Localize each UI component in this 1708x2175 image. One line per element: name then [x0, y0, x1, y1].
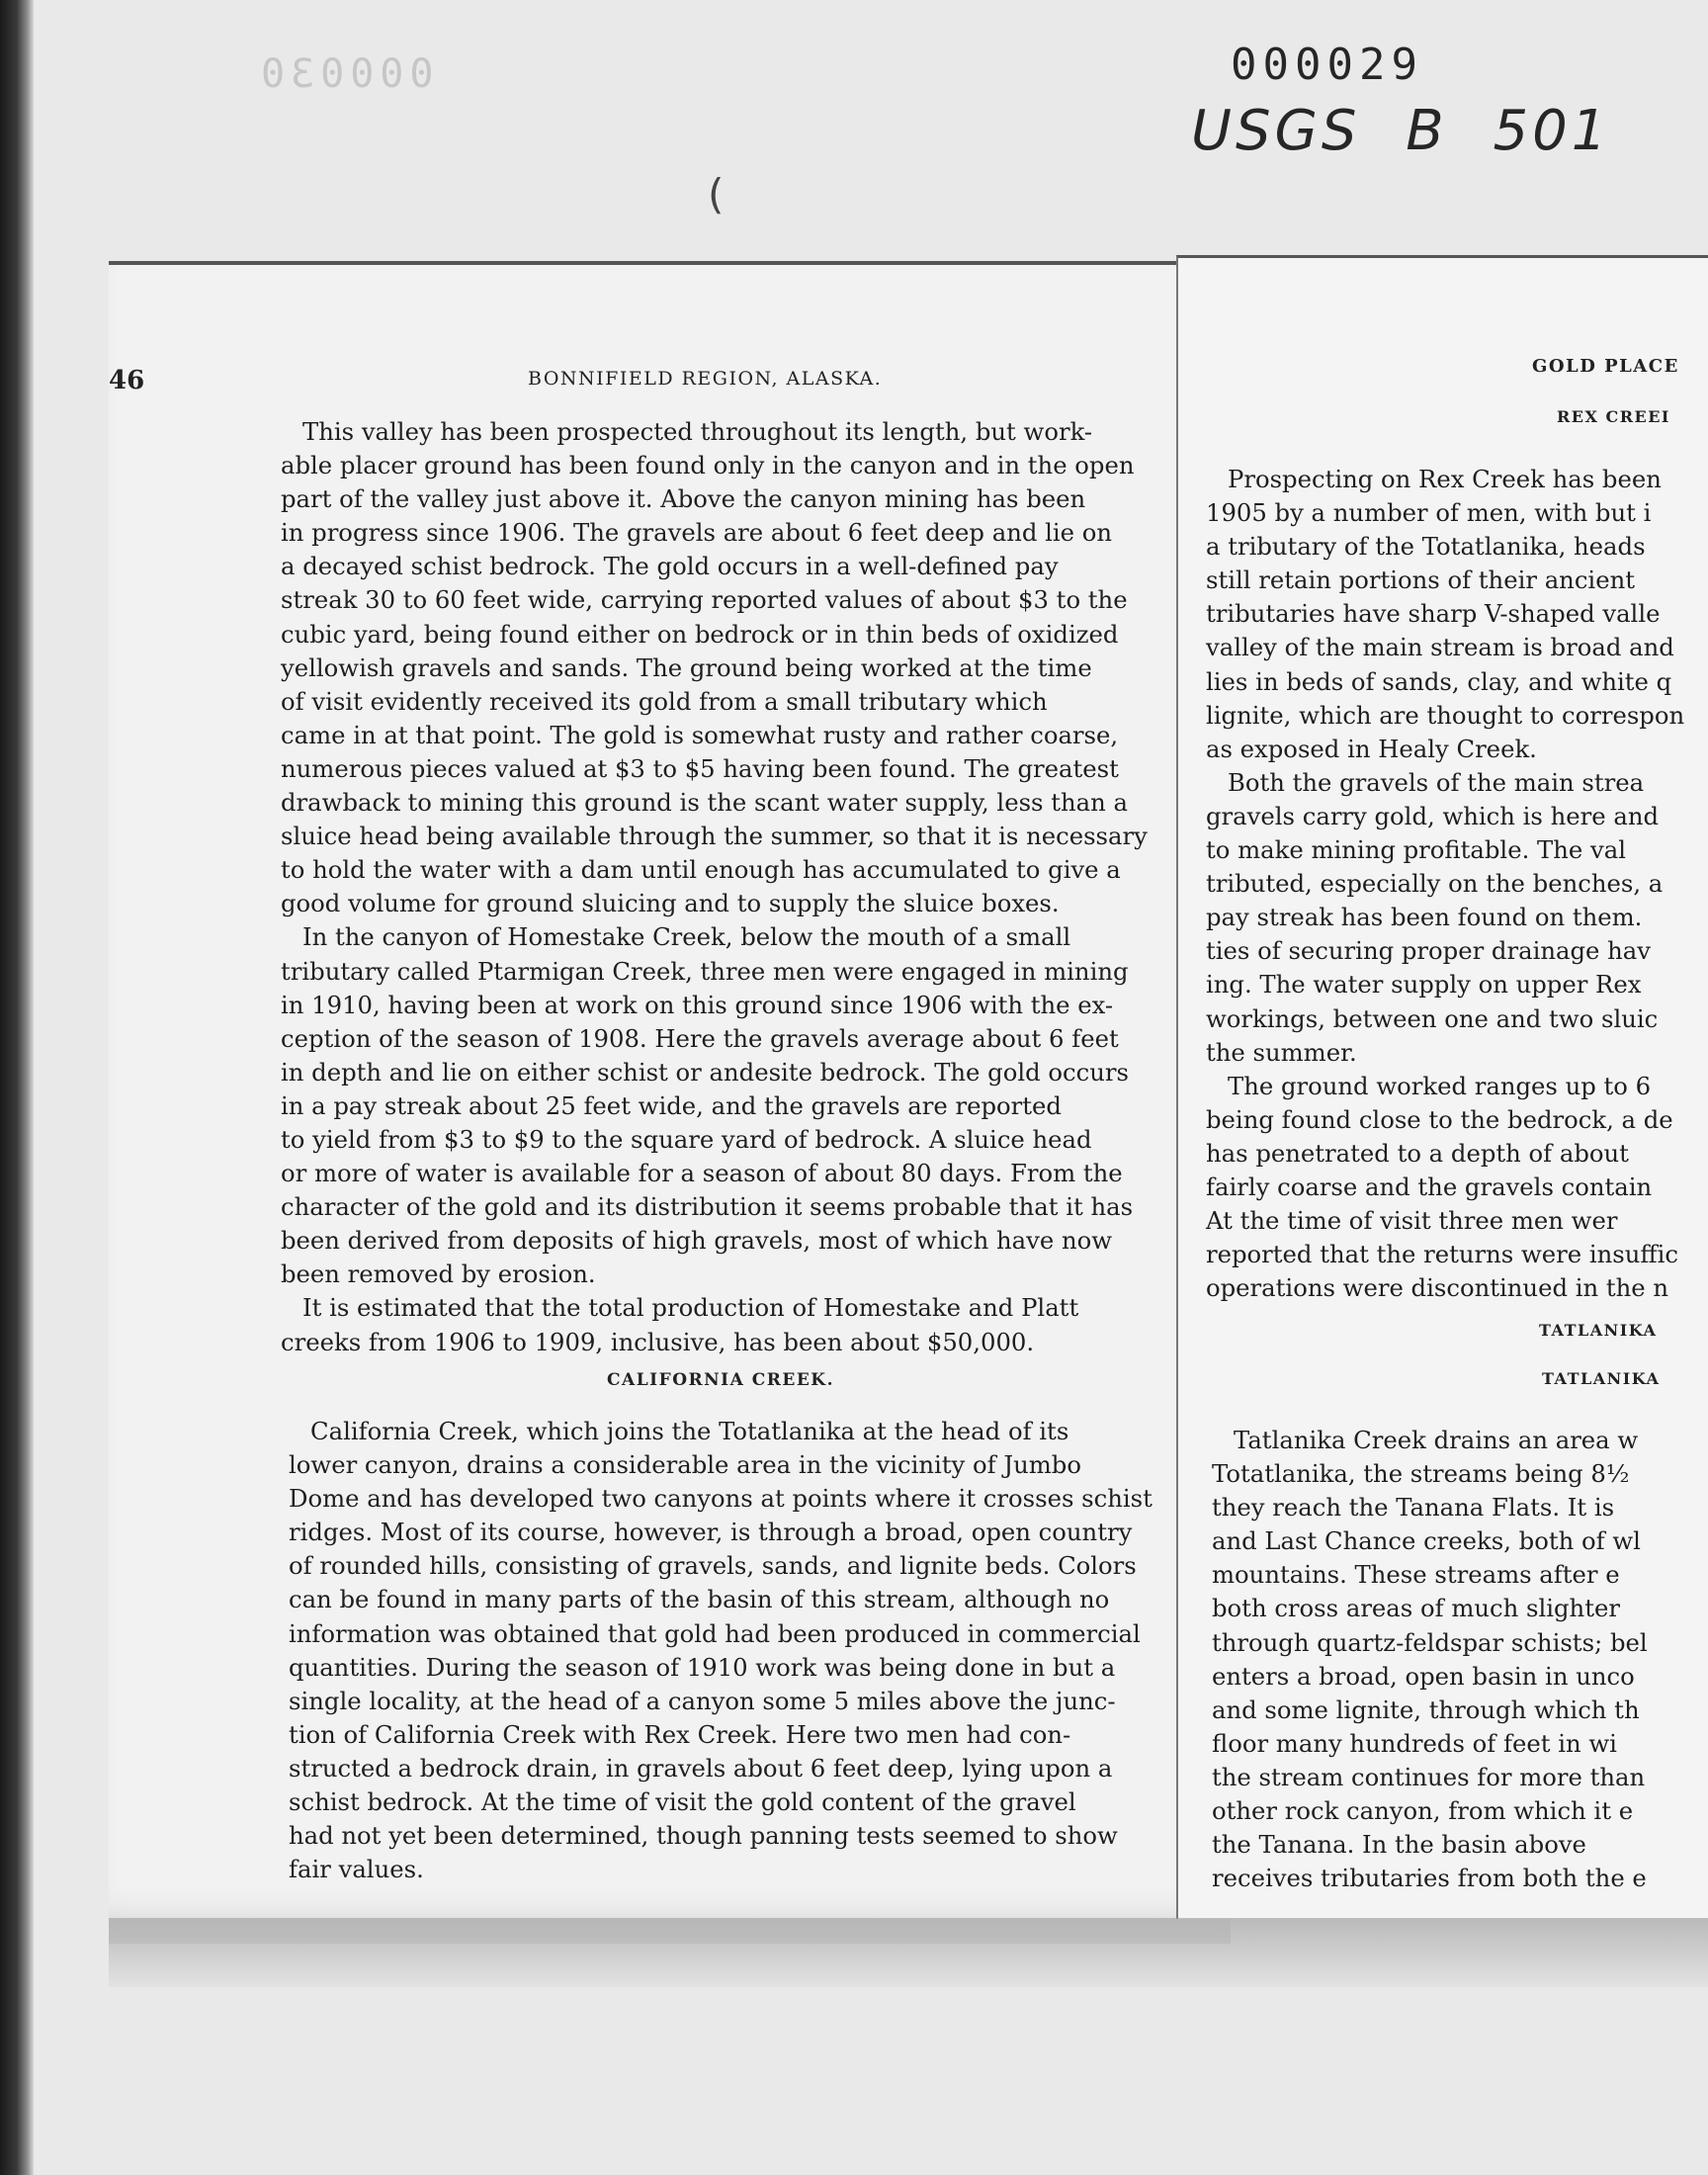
text-line: been derived from deposits of high gravels, most of which have now — [281, 1226, 1113, 1256]
text-line: good volume for ground sluicing and to supply the sluice boxes. — [281, 889, 1060, 918]
text-line: California Creek, which joins the Totatlanika at the head of its — [310, 1417, 1069, 1445]
text-line: tributary called Ptarmigan Creek, three men were engaged in mining — [281, 956, 1129, 986]
stray-pen-mark: ( — [708, 170, 725, 218]
binding-edge — [0, 0, 34, 2175]
page-number: 46 — [109, 366, 145, 395]
text-line: 1905 by a number of men, with but i — [1206, 498, 1652, 528]
text-line: Totatlanika, the streams being 8½ — [1212, 1459, 1630, 1489]
text-line: still retain portions of their ancient — [1206, 566, 1635, 595]
text-line: receives tributaries from both the e — [1212, 1864, 1647, 1893]
text-line: In the canyon of Homestake Creek, below the mouth of a small — [302, 922, 1071, 952]
text-line: as exposed in Healy Creek. — [1206, 734, 1537, 763]
text-line: gravels carry gold, which is here and — [1206, 801, 1660, 830]
text-line: they reach the Tanana Flats. It is — [1212, 1493, 1615, 1522]
text-line: can be found in many parts of the basin of this stream, although no — [289, 1585, 1110, 1614]
text-line: the summer. — [1206, 1037, 1357, 1067]
text-line: drawback to mining this ground is the scant water supply, less than a — [281, 788, 1128, 818]
text-line: tributaries have sharp V-shaped valle — [1206, 599, 1661, 629]
text-line: sluice head being available through the summer, so that it is necessary — [281, 822, 1148, 851]
text-line: streak 30 to 60 feet wide, carrying reported values of about $3 to the — [281, 585, 1128, 615]
text-line: the Tanana. In the basin above — [1212, 1830, 1586, 1860]
text-line: Dome and has developed two canyons at points where it crosses schist — [289, 1484, 1153, 1514]
text-line: fairly coarse and the gravels contain — [1206, 1172, 1653, 1201]
text-line: part of the valley just above it. Above the canyon mining has been — [281, 484, 1086, 514]
handwritten-reference: USGS B 501 — [1191, 99, 1611, 163]
text-line: in 1910, having been at work on this ground since 1906 with the ex- — [281, 990, 1114, 1019]
text-line: workings, between one and two sluic — [1206, 1003, 1659, 1033]
text-line: a decayed schist bedrock. The gold occurs in a well-defined pay — [281, 552, 1059, 581]
text-line: came in at that point. The gold is somewhat rusty and rather coarse, — [281, 720, 1119, 749]
text-line: ception of the season of 1908. Here the gravels average about 6 feet — [281, 1023, 1119, 1053]
right-running-head: GOLD PLACE — [1532, 356, 1679, 377]
text-line: floor many hundreds of feet in wi — [1212, 1728, 1617, 1758]
text-line: It is estimated that the total production of Homestake and Platt — [302, 1293, 1079, 1323]
text-line: enters a broad, open basin in unco — [1212, 1661, 1635, 1691]
text-line: ridges. Most of its course, however, is through a broad, open country — [289, 1518, 1133, 1547]
text-line: fair values. — [289, 1855, 424, 1884]
text-line: The ground worked ranges up to 6 — [1228, 1071, 1652, 1100]
right-body-text — [1206, 463, 1684, 1305]
text-line: lies in beds of sands, clay, and white q — [1206, 666, 1672, 696]
text-line: has penetrated to a depth of about — [1206, 1138, 1629, 1168]
text-line: ties of securing proper drainage hav — [1206, 936, 1652, 966]
text-line: ing. The water supply on upper Rex — [1206, 970, 1642, 1000]
left-body-text — [281, 415, 1160, 1359]
text-line: information was obtained that gold had been produced in commercial — [289, 1618, 1141, 1648]
text-line: tion of California Creek with Rex Creek. Here two men had con- — [289, 1719, 1071, 1749]
text-line: lower canyon, drains a considerable area in the vicinity of Jumbo — [289, 1450, 1081, 1480]
text-line: had not yet been determined, though panning tests seemed to show — [289, 1821, 1118, 1851]
text-line: pay streak has been found on them. — [1206, 903, 1643, 932]
text-line: At the time of visit three men wer — [1206, 1206, 1618, 1236]
ghost-stamp-number: 000030 — [255, 51, 434, 97]
right-page-content — [1176, 336, 1708, 1938]
text-line: and some lignite, through which th — [1212, 1695, 1640, 1724]
text-line: the stream continues for more than — [1212, 1762, 1646, 1791]
text-line: schist bedrock. At the time of visit the gold content of the gravel — [289, 1787, 1076, 1817]
text-line: tributed, especially on the benches, a — [1206, 869, 1664, 899]
text-line: mountains. These streams after e — [1212, 1560, 1620, 1590]
section-heading: CALIFORNIA CREEK. — [607, 1370, 834, 1390]
text-line: in depth and lie on either schist or andesite bedrock. The gold occurs — [281, 1057, 1129, 1087]
text-line: and Last Chance creeks, both of wl — [1212, 1526, 1641, 1556]
text-line: other rock canyon, from which it e — [1212, 1796, 1634, 1826]
archive-stamp-number: 000029 — [1231, 40, 1423, 90]
running-head: BONNIFIELD REGION, ALASKA. — [528, 368, 883, 390]
text-line: quantities. During the season of 1910 work was being done in but a — [289, 1652, 1116, 1682]
text-line: lignite, which are thought to correspon — [1206, 700, 1685, 730]
right-heading-3: TATLANIKA — [1542, 1369, 1661, 1388]
text-line: operations were discontinued in the n — [1206, 1273, 1669, 1303]
text-line: Prospecting on Rex Creek has been — [1228, 465, 1662, 493]
text-line: to make mining profitable. The val — [1206, 835, 1626, 865]
text-line: in progress since 1906. The gravels are about 6 feet deep and lie on — [281, 518, 1113, 548]
text-line: This valley has been prospected throughout its length, but work- — [302, 417, 1093, 446]
text-line: character of the gold and its distribution it seems probable that it has — [281, 1192, 1134, 1222]
text-line: both cross areas of much slighter — [1212, 1594, 1620, 1623]
text-line: Tatlanika Creek drains an area w — [1234, 1426, 1639, 1454]
right-subhead: REX CREEI — [1557, 407, 1670, 426]
text-line: Both the gravels of the main strea — [1228, 767, 1645, 797]
text-line: through quartz-feldspar schists; bel — [1212, 1627, 1648, 1657]
text-line: single locality, at the head of a canyon some 5 miles above the junc- — [289, 1686, 1116, 1715]
text-line: numerous pieces valued at $3 to $5 having been found. The greatest — [281, 753, 1119, 783]
text-line: a tributary of the Totatlanika, heads — [1206, 532, 1646, 562]
text-line: reported that the returns were insuffic — [1206, 1240, 1679, 1269]
text-line: able placer ground has been found only in the canyon and in the open — [281, 451, 1135, 480]
text-line: in a pay streak about 25 feet wide, and the gravels are reported — [281, 1090, 1062, 1120]
right-body-text-2 — [1212, 1424, 1648, 1895]
text-line: creeks from 1906 to 1909, inclusive, has been about $50,000. — [281, 1327, 1035, 1356]
page-shadow — [109, 1918, 1708, 1987]
text-line: cubic yard, being found either on bedrock or in thin beds of oxidized — [281, 619, 1119, 649]
text-line: been removed by erosion. — [281, 1260, 596, 1289]
left-body-text-2 — [289, 1415, 1168, 1886]
text-line: or more of water is available for a season of about 80 days. From the — [281, 1159, 1123, 1188]
text-line: to hold the water with a dam until enough has accumulated to give a — [281, 855, 1121, 885]
text-line: valley of the main stream is broad and — [1206, 633, 1674, 662]
text-line: of visit evidently received its gold from a small tributary which — [281, 686, 1048, 716]
text-line: of rounded hills, consisting of gravels, sands, and lignite beds. Colors — [289, 1551, 1137, 1581]
text-line: being found close to the bedrock, a de — [1206, 1104, 1673, 1134]
right-heading-2: TATLANIKA — [1539, 1321, 1658, 1340]
text-line: structed a bedrock drain, in gravels about 6 feet deep, lying upon a — [289, 1753, 1113, 1783]
text-line: to yield from $3 to $9 to the square yard of bedrock. A sluice head — [281, 1124, 1092, 1154]
text-line: yellowish gravels and sands. The ground being worked at the time — [281, 652, 1092, 682]
